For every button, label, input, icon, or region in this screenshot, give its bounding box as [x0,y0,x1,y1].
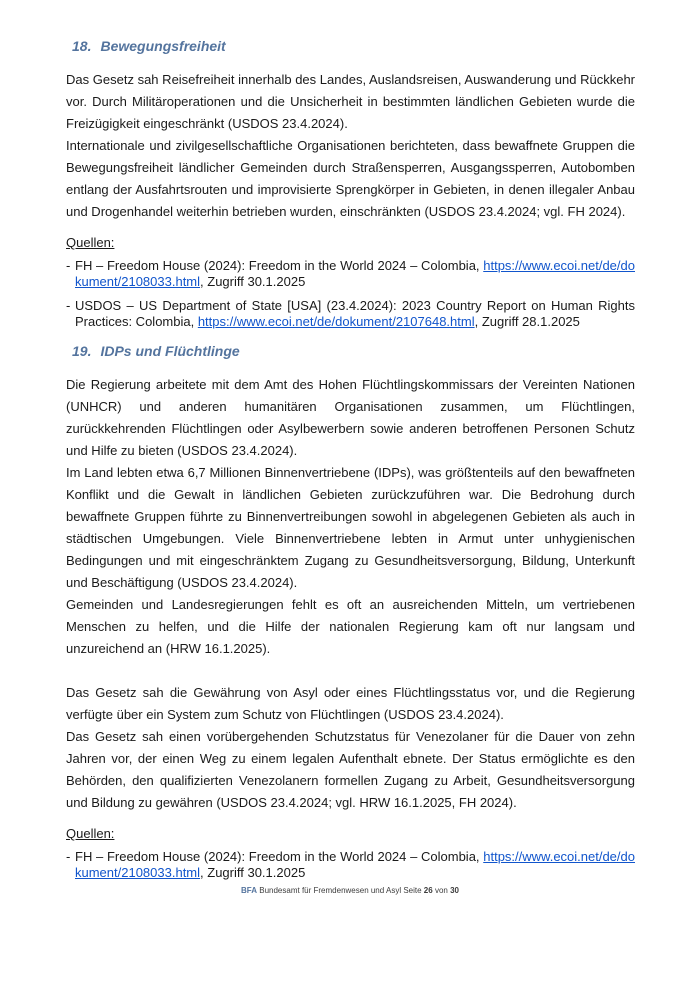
body-paragraph: Die Regierung arbeitete mit dem Amt des Hohen Flüchtlingskommissars der Vereinten Nationen (UNHCR) und anderen humanitären Organisationen zusammen, um Flüchtlingen, zurückkehrenden Flüchtlingen oder Asylbewerbern sowie anderen betroffenen Personen Schutz und Hilfe zu bieten (USDOS 23.4.2024). [66,377,635,458]
source-item [66,849,635,881]
source-link[interactable]: https://www.ecoi.net/de/dokument/2108033.html [75,258,635,289]
footer-separator: von [434,886,448,895]
body-paragraph: Im Land lebten etwa 6,7 Millionen Binnenvertriebene (IDPs), was größtenteils auf den bewaffneten Konflikt und die Gewalt in ländlichen Gebieten zurückzuführen war. Die Bedrohung durch bewaffnete Gruppen führte zu Binnenvertreibungen sowohl in abgelegenen Gebieten als auch in städtischen Umgebungen. Viele Binnenvertriebene lebten in Armut unter unhygienischen Bedingungen und mit eingeschränktem Zugang zu Gesundheitsversorgung, Bildung, Unterkunft und Beschäftigung (USDOS 23.4.2024). [66,465,635,590]
body-paragraph: Das Gesetz sah einen vorübergehenden Schutzstatus für Venezolaner für die Dauer von zehn Jahren vor, der einen Weg zu einem legalen Aufenthalt ebnete. Der Status ermöglichte es den Behörden, den qualifizierten Venezolanern formellen Zugang zu Arbeit, Gesundheitsversorgung und Bildung zu gewähren (USDOS 23.4.2024; vgl. HRW 16.1.2025, FH 2024). [66,729,635,810]
source-link[interactable]: https://www.ecoi.net/de/dokument/2107648.html [197,314,475,329]
body-paragraph: Das Gesetz sah Reisefreiheit innerhalb des Landes, Auslandsreisen, Auswanderung und Rückkehr vor. Durch Militäroperationen und die Unsicherheit in bestimmten ländlichen Gebieten wurde die Freizügigkeit eingeschränkt (USDOS 23.4.2024). [66,72,635,131]
section-number: 19. [72,343,92,359]
section-number: 18. [72,38,92,54]
source-text: , Zugriff 30.1.2025 [200,865,306,880]
page-footer [0,886,700,896]
source-text: FH – Freedom House (2024): Freedom in the World 2024 – Colombia, [75,258,484,273]
source-bullet: - [66,298,71,313]
source-bullet: - [66,258,71,273]
footer-text: Bundesamt für Fremdenwesen und Asyl Seite [259,886,422,895]
body-paragraph: Internationale und zivilgesellschaftliche Organisationen berichteten, dass bewaffnete Gruppen die Bewegungsfreiheit ländlicher Gemeinden durch Straßensperren, Ausgangssperren, Autobomben entlang der Ausfahrtsrouten und improvisierte Sprengkörper in Gebieten, in denen illegaler Anbau und Drogenhandel weiterhin betrieben wurden, einschränkten (USDOS 23.4.2024; vgl. FH 2024). [66,138,635,219]
source-bullet: - [66,849,71,864]
section-heading-19 [72,342,635,360]
paragraph-spacer [66,660,635,682]
sources-label: Quellen: [66,826,115,841]
source-item [66,258,635,290]
source-text: FH – Freedom House (2024): Freedom in the World 2024 – Colombia, [75,849,484,864]
source-item [66,298,635,330]
sources-label: Quellen: [66,235,115,250]
page-number-total: 30 [450,886,459,895]
source-text: , Zugriff 30.1.2025 [200,274,306,289]
section-heading-18 [72,37,635,55]
source-text: USDOS – US Department of State [USA] (23.4.2024): 2023 Country Report on Human Rights Practices: Colombia, [75,298,635,329]
footer-brand: BFA [241,886,258,895]
page-number-current: 26 [423,886,433,895]
body-paragraph: Gemeinden und Landesregierungen fehlt es oft an ausreichenden Mitteln, um vertriebenen Menschen zu helfen, und die Hilfe der nationalen Regierung kam oft nur langsam und unzureichend an (HRW 16.1.2025). [66,597,635,656]
body-paragraph: Das Gesetz sah die Gewährung von Asyl oder eines Flüchtlingsstatus vor, und die Regierung verfügte über ein System zum Schutz von Flüchtlingen (USDOS 23.4.2024). [66,685,635,722]
section-title: Bewegungsfreiheit [100,38,226,54]
source-link[interactable]: https://www.ecoi.net/de/dokument/2108033.html [75,849,635,880]
section-title: IDPs und Flüchtlinge [100,343,240,359]
source-text: , Zugriff 28.1.2025 [474,314,580,329]
